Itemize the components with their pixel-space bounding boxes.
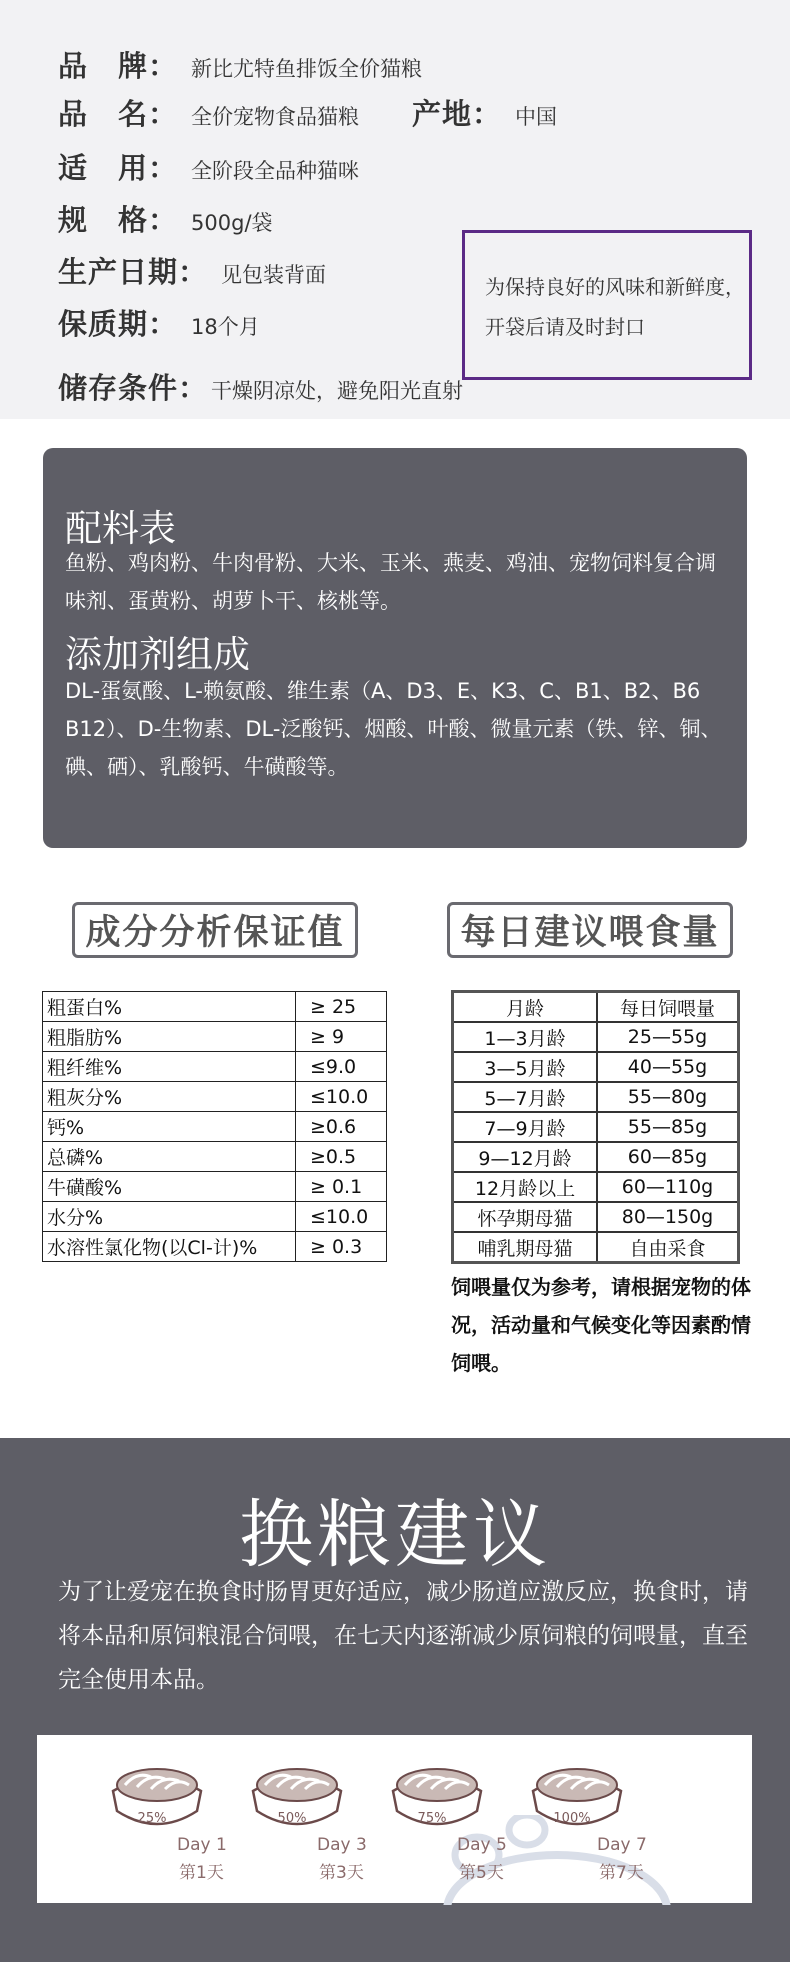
colon: ： xyxy=(178,255,208,289)
brand-label: 品 牌 xyxy=(58,49,149,83)
switch-title: 换粮建议 xyxy=(239,1492,551,1578)
shelf-life-value: 18个月 xyxy=(191,315,260,339)
ingredients-card xyxy=(43,448,747,848)
day-card xyxy=(387,1755,507,1895)
day-label-en: Day 1 xyxy=(177,1835,227,1855)
additives-text: DL-蛋氨酸、L-赖氨酸、维生素（A、D3、E、K3、C、B1、B2、B6 B12）、D-生物素、DL-泛酸钙、烟酸、叶酸、微量元素（铁、锌、铜、碘、硒）、乳酸钙、牛磺酸等。 xyxy=(65,679,722,779)
production-date-value: 见包装背面 xyxy=(221,263,327,287)
age-cell: 怀孕期母猫 xyxy=(453,1202,598,1232)
age-cell: 9—12月龄 xyxy=(453,1142,598,1172)
nutrient-value: ≥ 0.3 xyxy=(296,1232,387,1262)
amount-cell: 60—85g xyxy=(597,1142,739,1172)
nutrient-name: 总磷% xyxy=(43,1142,296,1172)
day-label-cn: 第1天 xyxy=(179,1863,224,1883)
feeding-title: 每日建议喂食量 xyxy=(447,902,733,958)
table-row xyxy=(453,1112,739,1142)
age-header: 月龄 xyxy=(453,992,598,1023)
table-row xyxy=(43,1112,387,1142)
name-label: 品 名 xyxy=(58,97,149,131)
origin-label: 产地 xyxy=(412,97,473,131)
percent-label: 75% xyxy=(417,1811,447,1826)
nutrient-name: 粗纤维% xyxy=(43,1052,296,1082)
table-row xyxy=(43,1232,387,1262)
nutrient-name: 水溶性氯化物(以Cl-计)% xyxy=(43,1232,296,1262)
brand-value: 新比尤特鱼排饭全价猫粮 xyxy=(191,57,423,81)
storage-row xyxy=(58,366,463,407)
notice-line-2: 开袋后请及时封口 xyxy=(485,315,645,339)
ingredients-text: 鱼粉、鸡肉粉、牛肉骨粉、大米、玉米、燕麦、鸡油、宠物饲料复合调味剂、蛋黄粉、胡萝卜干、核桃等。 xyxy=(65,551,716,613)
colon: ： xyxy=(178,371,208,405)
spec-label: 规 格 xyxy=(58,203,149,237)
nutrient-value: ≤10.0 xyxy=(296,1202,387,1232)
production-date-row xyxy=(58,250,326,291)
notice-box xyxy=(462,230,752,380)
production-date-label: 生产日期 xyxy=(58,255,179,289)
product-info-section xyxy=(0,0,790,419)
usage-label: 适 用 xyxy=(58,151,149,185)
amount-cell: 55—80g xyxy=(597,1082,739,1112)
table-row xyxy=(43,1202,387,1232)
day-card xyxy=(107,1755,227,1895)
day-label-cn: 第3天 xyxy=(319,1863,364,1883)
amount-cell: 80—150g xyxy=(597,1202,739,1232)
age-cell: 3—5月龄 xyxy=(453,1052,598,1082)
table-row xyxy=(43,1022,387,1052)
usage-row xyxy=(58,146,359,187)
age-cell: 5—7月龄 xyxy=(453,1082,598,1112)
table-row xyxy=(453,1052,739,1082)
shelf-life-row xyxy=(58,302,260,343)
nutrient-name: 粗脂肪% xyxy=(43,1022,296,1052)
table-row xyxy=(43,1172,387,1202)
percent-label: 25% xyxy=(137,1811,167,1826)
table-row xyxy=(43,1052,387,1082)
table-row xyxy=(453,1172,739,1202)
nutrient-value: ≥0.5 xyxy=(296,1142,387,1172)
nutrient-value: ≥ 0.1 xyxy=(296,1172,387,1202)
table-row xyxy=(453,1202,739,1232)
amount-cell: 60—110g xyxy=(597,1172,739,1202)
table-row xyxy=(43,1082,387,1112)
colon: ： xyxy=(148,97,178,131)
table-header-row xyxy=(453,992,739,1023)
percent-label: 100% xyxy=(553,1811,591,1826)
feeding-table xyxy=(451,990,740,1264)
notice-line-1: 为保持良好的风味和新鲜度， xyxy=(485,275,745,299)
day-card xyxy=(527,1755,647,1895)
nutrient-name: 粗蛋白% xyxy=(43,992,296,1022)
day-label-cn: 第5天 xyxy=(459,1863,504,1883)
shelf-life-label: 保质期 xyxy=(58,307,149,341)
amount-cell: 25—55g xyxy=(597,1022,739,1052)
amount-cell: 40—55g xyxy=(597,1052,739,1082)
nutrient-name: 牛磺酸% xyxy=(43,1172,296,1202)
table-row xyxy=(453,1022,739,1052)
spec-value: 500g/袋 xyxy=(191,211,273,235)
age-cell: 7—9月龄 xyxy=(453,1112,598,1142)
table-row xyxy=(43,992,387,1022)
additives-title: 添加剂组成 xyxy=(65,633,250,676)
day-card xyxy=(247,1755,367,1895)
origin-value: 中国 xyxy=(515,105,558,129)
origin-row xyxy=(412,92,557,133)
nutrient-value: ≤10.0 xyxy=(296,1082,387,1112)
switch-text: 为了让爱宠在换食时肠胃更好适应，减少肠道应激反应，换食时，请将本品和原饲粮混合饲喂，在七天内逐渐减少原饲粮的饲喂量，直至完全使用本品。 xyxy=(58,1579,748,1693)
age-cell: 12月龄以上 xyxy=(453,1172,598,1202)
colon: ： xyxy=(148,307,178,341)
spec-row xyxy=(58,198,273,239)
day-label-cn: 第7天 xyxy=(599,1863,644,1883)
storage-label: 储存条件 xyxy=(58,371,179,405)
colon: ： xyxy=(472,97,502,131)
day-label-en: Day 3 xyxy=(317,1835,367,1855)
day-label-en: Day 7 xyxy=(597,1835,647,1855)
nutrient-name: 水分% xyxy=(43,1202,296,1232)
table-row xyxy=(43,1142,387,1172)
nutrient-value: ≥ 25 xyxy=(296,992,387,1022)
storage-value: 干燥阴凉处，避免阳光直射 xyxy=(211,379,464,403)
name-row xyxy=(58,92,359,133)
analysis-table xyxy=(42,991,387,1262)
nutrient-value: ≥ 9 xyxy=(296,1022,387,1052)
amount-cell: 55—85g xyxy=(597,1112,739,1142)
amount-cell: 自由采食 xyxy=(597,1232,739,1263)
nutrient-name: 粗灰分% xyxy=(43,1082,296,1112)
nutrient-value: ≤9.0 xyxy=(296,1052,387,1082)
nutrient-value: ≥0.6 xyxy=(296,1112,387,1142)
analysis-title: 成分分析保证值 xyxy=(72,902,358,958)
food-switch-section xyxy=(0,1438,790,1962)
age-cell: 哺乳期母猫 xyxy=(453,1232,598,1263)
day-label-en: Day 5 xyxy=(457,1835,507,1855)
amount-header: 每日饲喂量 xyxy=(597,992,739,1023)
name-value: 全价宠物食品猫粮 xyxy=(191,105,360,129)
colon: ： xyxy=(148,203,178,237)
table-row xyxy=(453,1232,739,1263)
percent-label: 50% xyxy=(277,1811,307,1826)
usage-value: 全阶段全品种猫咪 xyxy=(191,159,360,183)
colon: ： xyxy=(148,151,178,185)
feeding-note: 饲喂量仅为参考，请根据宠物的体况，活动量和气候变化等因素酌情饲喂。 xyxy=(451,1275,751,1375)
ingredients-title: 配料表 xyxy=(65,507,176,550)
age-cell: 1—3月龄 xyxy=(453,1022,598,1052)
table-row xyxy=(453,1082,739,1112)
nutrient-name: 钙% xyxy=(43,1112,296,1142)
brand-row xyxy=(58,44,422,85)
day-panel xyxy=(37,1735,752,1903)
table-row xyxy=(453,1142,739,1172)
colon: ： xyxy=(148,49,178,83)
